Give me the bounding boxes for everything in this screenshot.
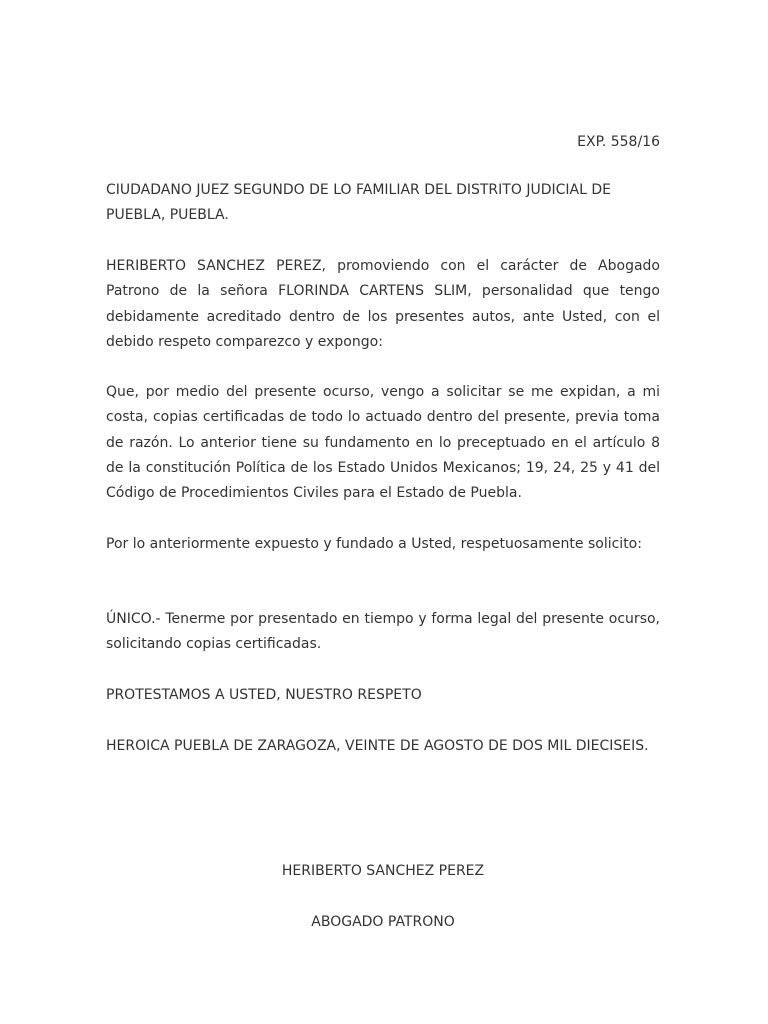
signature-title: ABOGADO PATRONO [311,914,455,930]
case-number: EXP. 558/16 [577,134,660,150]
signature-name: HERIBERTO SANCHEZ PEREZ [281,863,485,879]
place-date-paragraph: HEROICA PUEBLA DE ZARAGOZA, VEINTE DE AGOSTO DE DOS MIL DIECISEIS. [106,738,649,754]
intro-paragraph: HERIBERTO SANCHEZ PEREZ, promoviendo con el carácter de Abogado Patrono de la señora FLORINDA CARTENS SLIM, personalidad que tengo debidamente acreditado dentro de los presentes autos, ante Usted, con el debido respeto comparezco y expongo: [106,258,660,350]
request-paragraph: Que, por medio del presente ocurso, vengo a solicitar se me expidan, a mi costa, copias certificadas de todo lo actuado dentro del presente, previa toma de razón. Lo anterior tiene su fundamento en lo preceptuado en el artículo 8 de la constitución Política de los Estado Unidos Mexicanos; 19, 24, 25 y 41 del Código de Procedimientos Civiles para el Estado de Puebla. [106,384,660,502]
closing-paragraph: Por lo anteriormente expuesto y fundado a Usted, respetuosamente solicito: [106,536,642,552]
addressee-paragraph: CIUDADANO JUEZ SEGUNDO DE LO FAMILIAR DEL DISTRITO JUDICIAL DE PUEBLA, PUEBLA. [106,182,611,224]
protest-line: PROTESTAMOS A USTED, NUESTRO RESPETO [106,687,422,703]
document-page [106,0,660,1024]
unico-paragraph: ÚNICO.- Tenerme por presentado en tiempo y forma legal del presente ocurso, solicitando copias certificadas. [106,611,660,653]
